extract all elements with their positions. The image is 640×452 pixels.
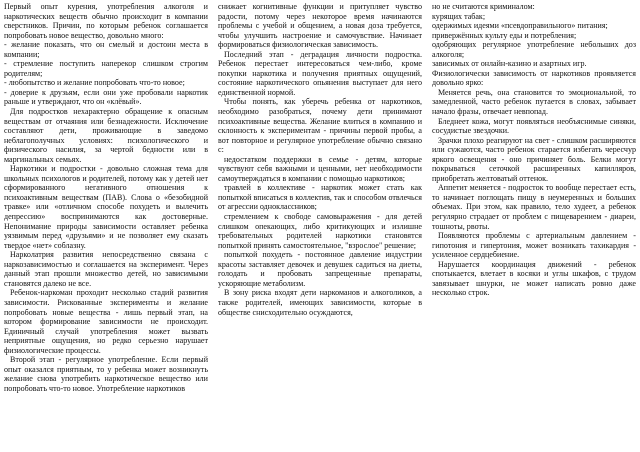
paragraph: В зону риска входят дети наркоманов и алкоголиков, а также родителей, имеющих зависимости, которые в обществе снисходительно осуждаются,: [218, 288, 422, 317]
paragraph: - стремление поступить наперекор слишком строгим родителям;: [4, 59, 208, 78]
paragraph: Второй этап - регулярное употребление. Если первый опыт оказался приятным, то у ребенка может возникнуть желание снова употребить наркотическое вещество или попробовать что-то новое. Употребление наркотиков: [4, 355, 208, 393]
paragraph: одобряющих регулярное употребление небольших доз алкоголя;: [432, 40, 636, 59]
paragraph: Появляются проблемы с артериальным давлением - гипотония и гипертония, может возникать тахикардия - усиленное сердцебиение.: [432, 231, 636, 260]
paragraph: Первый опыт курения, употребления алкоголя и наркотических веществ обычно происходит в компании сверстников. Причин, по которым ребенок соглашается попробовать новое вещество, довольно много:: [4, 2, 208, 40]
paragraph: недостатком поддержки в семье - детям, которые чувствуют себя важными и ценными, нет необходимости самоутверждаться в компании с помощью наркотиков;: [218, 154, 422, 183]
paragraph: Бледнеет кожа, могут появляться необъяснимые синяки, сосудистые звездочки.: [432, 116, 636, 136]
paragraph: но не считаются криминалом:: [432, 2, 535, 11]
paragraph: снижает когнитивные функции и притупляет чувство радости, потому через некоторое время начинаются проблемы с учебой и общением, а новая доза требуется, чтобы улучшить настроение и самочувствие. Начинает формироваться физиологическая зависимость.: [218, 2, 422, 50]
paragraph: Аппетит меняется - подросток то вообще перестает есть, то начинает поглощать пищу в неумеренных и больших объемах. При этом, как правило, тело худеет, а ребенок регулярно страдает от проблем с пищеварением - диареи, тошноты, рвоты.: [432, 183, 636, 231]
paragraph: Физиологически зависимость от наркотиков проявляется довольно ярко:: [432, 68, 636, 88]
paragraph: Последний этап - деградация личности подростка. Ребенок перестает интересоваться чем-либо, кроме покупки наркотика и получения приятных ощущений, состояние наркотического опьянения выступает для него единственной нормой.: [218, 49, 422, 97]
paragraph: Наркотики и подростки - довольно сложная тема для школьных психологов и родителей, потому как у детей нет сформированного негативного отношения к психоактивным веществам (ПАВ). Слова о «безобидной травке» или «отличном способе похудеть и вылечить депрессию» воспринимаются как достоверные. Непонимание природы зависимости оставляет ребенка уязвимым перед «друзьями» и не позволяет ему сказать твердое «нет» соблазну.: [4, 164, 208, 250]
paragraph: - доверие к друзьям, если они уже пробовали наркотик раньше и утверждают, что он «клёвый».: [4, 87, 208, 107]
paragraph: - любопытство и желание попробовать что-то новое;: [4, 78, 185, 88]
text-column-1: [4, 2, 208, 452]
paragraph: Чтобы понять, как уберечь ребенка от наркотиков, необходимо разобраться, почему дети принимают психоактивные вещества. Желание влиться в компанию и склонность к экспериментам - причины первой пробы, а вот повторное и регулярное употребление обычно связано с:: [218, 97, 422, 155]
paragraph: привержённых культу еды и потребления;: [432, 30, 577, 40]
text-column-3: [432, 2, 636, 452]
paragraph: попыткой похудеть - постоянное давление индустрии красоты заставляет девочек и девушек садиться на диеты, голодать и пробовать запрещенные препараты, ускоряющие метаболизм.: [218, 250, 422, 288]
paragraph: Нарколатрия развития непосредственно связана с наркозависимостью и соглашается на эксперимент. Через данный этап прошли множество детей, но зависимыми становятся далеко не все.: [4, 250, 208, 288]
paragraph: - желание показать, что он смелый и достоин места в компании;: [4, 40, 208, 59]
text-column-2: [218, 2, 422, 452]
paragraph: зависимых от онлайн-казино и азартных игр.: [432, 59, 587, 69]
paragraph: Меняется речь, она становится то эмоциональной, то замедленной, часто ребенок путается в словах, забывает начало фразы, отвечает невпопад.: [432, 87, 636, 117]
paragraph: Для подростков нехарактерно обращение к опасным веществам от отчаяния или безнадежности. Исключение составляют дети, проживающие в заведомо неблагополучных условиях: психологического и физического насилия, за чертой бедности или в маргинальных семьях.: [4, 107, 208, 164]
paragraph: одержимых идеями «псевдоправильного» питания;: [432, 21, 608, 31]
paragraph: травлей в коллективе - наркотик может стать как попыткой вписаться в коллектив, так и способом отвлечься от агрессии одноклассников;: [218, 183, 422, 212]
paragraph: курящих табак;: [432, 11, 486, 21]
paragraph: Нарушается координация движений - ребенок спотыкается, влетает в косяки и углы шкафов, с трудом завязывает шнурки, не может написать ровно даже несколько строк.: [432, 259, 636, 298]
paragraph: Ребенок-наркоман проходит несколько стадий развития зависимости. Рискованные эксперименты и желание попробовать новые вещества - лишь первый этап, на котором формирование зависимости не происходит. Единичный случай употребления может вызвать неприятные ощущения, но редко серьезно нарушает физиологические процессы.: [4, 288, 208, 355]
paragraph: стремлением к свободе самовыражения - для детей слишком опекающих, либо критикующих и излишне требовательных родителей наркотики становятся попыткой принять самостоятельное, "взрослое" решение;: [218, 212, 422, 250]
paragraph: Зрачки плохо реагируют на свет - слишком расширяются или сужаются, часто ребенок старается избегать чересчур яркого освещения - оно причиняет боль. Белки могут покрываться сеточкой расширенных капилляров, приобретать желтоватый оттенок.: [432, 135, 636, 183]
